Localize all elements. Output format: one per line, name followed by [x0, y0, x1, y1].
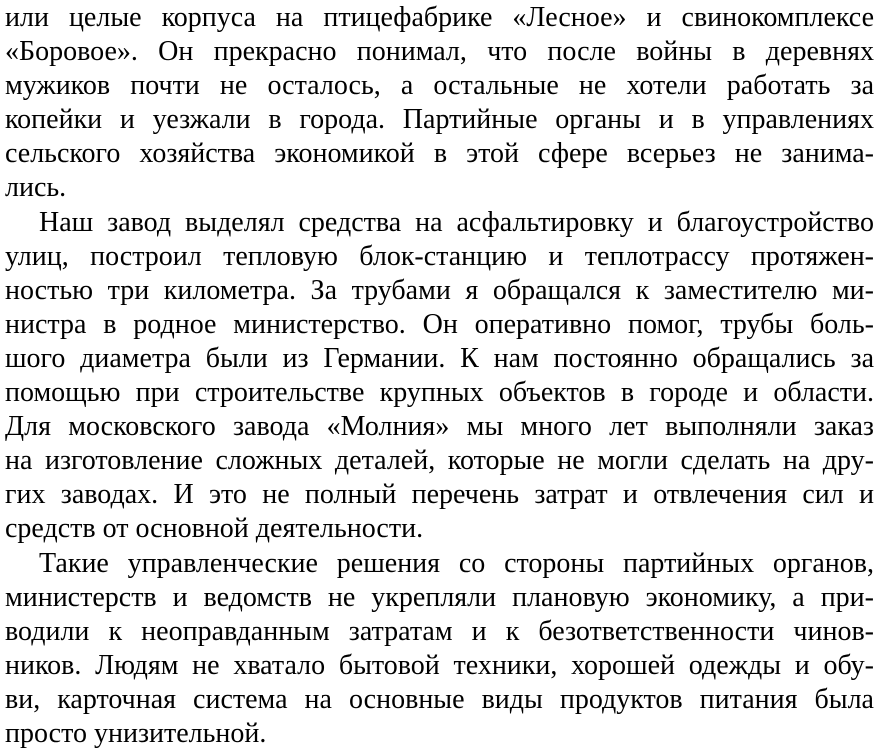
- text-line: мужиков почти не осталось, а остальные не хотели работать за: [5, 69, 874, 103]
- text-line: сельского хозяйства экономикой в этой сфере всерьез не занима-: [5, 137, 874, 171]
- document-page: [5, 1, 874, 751]
- text-line: ви, карточная система на основные виды продуктов питания была: [5, 683, 874, 717]
- text-line: ностью три километра. За трубами я обращался к заместителю ми-: [5, 274, 874, 308]
- text-line: Для московского завода «Молния» мы много лет выполняли заказ: [5, 410, 874, 444]
- text-line: гих заводах. И это не полный перечень затрат и отвлечения сил и: [5, 478, 874, 512]
- text-line: лись.: [5, 171, 874, 205]
- text-line: просто унизительной.: [5, 717, 874, 751]
- text-line: министерств и ведомств не укрепляли плановую экономику, а при-: [5, 581, 874, 615]
- text-line: копейки и уезжали в города. Партийные органы и в управлениях: [5, 103, 874, 137]
- text-line: на изготовление сложных деталей, которые не могли сделать на дру-: [5, 444, 874, 478]
- paragraph-3: [5, 547, 874, 751]
- paragraph-1: [5, 1, 874, 206]
- text-line: средств от основной деятельности.: [5, 512, 874, 546]
- text-line: помощью при строительстве крупных объектов в городе и области.: [5, 376, 874, 410]
- text-line: «Боровое». Он прекрасно понимал, что после войны в деревнях: [5, 35, 874, 69]
- text-line: улиц, построил тепловую блок-станцию и теплотрассу протяжен-: [5, 240, 874, 274]
- text-line: ников. Людям не хватало бытовой техники, хорошей одежды и обу-: [5, 649, 874, 683]
- text-line: шого диаметра были из Германии. К нам постоянно обращались за: [5, 342, 874, 376]
- text-line: Наш завод выделял средства на асфальтировку и благоустройство: [5, 206, 874, 240]
- text-line: Такие управленческие решения со стороны партийных органов,: [5, 547, 874, 581]
- paragraph-2: [5, 206, 874, 547]
- text-line: или целые корпуса на птицефабрике «Лесное» и свинокомплексе: [5, 1, 874, 35]
- text-line: водили к неоправданным затратам и к безответственности чинов-: [5, 615, 874, 649]
- text-line: нистра в родное министерство. Он оперативно помог, трубы боль-: [5, 308, 874, 342]
